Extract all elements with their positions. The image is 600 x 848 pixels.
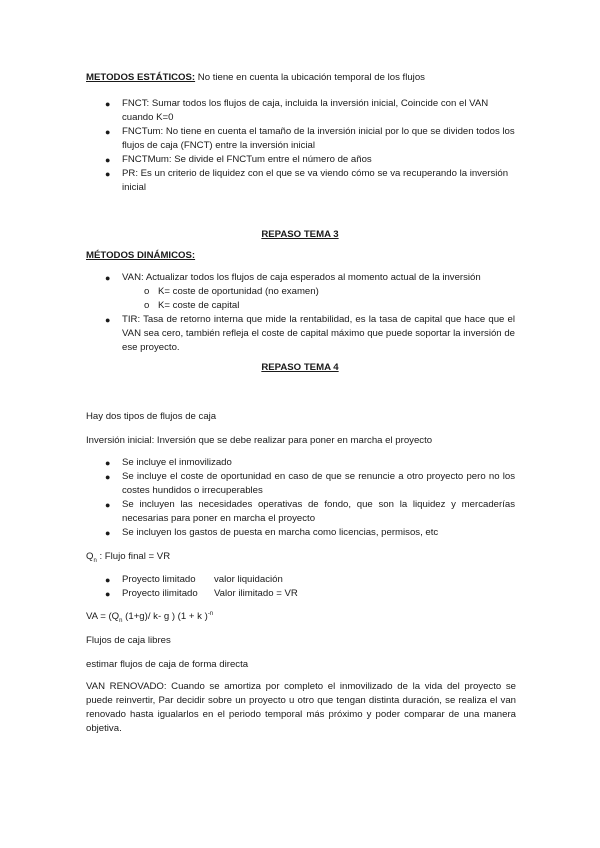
bullet-icon: ● [105,273,111,283]
dinamicos-list [105,271,515,355]
estimar-text: estimar flujos de caja de forma directa [86,659,249,670]
flujo-final-line: $Q_n$ : Flujo final = VR [86,551,171,564]
circle-bullet-icon: o [144,300,150,311]
bullet-icon: ● [105,472,111,482]
list-item: ● Se incluye el coste de oportunidad en caso de que se renuncie a otro proyecto pero no los costes hundidos o irrecuperables [105,471,515,496]
dinamicos-heading: MÉTODOS DINÁMICOS: [86,250,196,261]
list-item: ● Proyecto limitado valor liquidación [105,574,283,585]
tema4-title: REPASO TEMA 4 [261,362,339,373]
estaticos-heading: METODOS ESTÁTICOS: [86,72,196,83]
bullet-icon: ● [105,155,111,165]
list-item: ● Se incluyen las necesidades operativas de fondo, que son la liquidez y mercaderías necesarias para poner en marcha el proyecto [105,499,515,524]
list-item: ● TIR: Tasa de retorno interna que mide la rentabilidad, es la tasa de capital que hace que el VAN sea cero, también refleja el coste de capital máximo que puede soportar la inversión de ese proyecto. [105,314,515,353]
list-item: ● Proyecto ilimitado Valor ilimitado = VR [105,588,298,599]
list-item: ● Se incluye el inmovilizado [105,457,232,468]
sub-item: o K= coste de capital [144,300,240,311]
list-item: ● FNCTum: No tiene en cuenta el tamaño de la inversión inicial por lo que se dividen todos los flujos de caja (FNCT) entre la inversión inicial [105,126,515,151]
van-renovado-paragraph: VAN RENOVADO: Cuando se amortiza por completo el inmovilizado de la vida del proyecto se puede reinvertir, Par decidir sobre un proyecto u otro que tengan distinta duración, se realiza el van renovado hasta igualarlos en el periodo temporal más próximo y poder comparar de una manera objetiva. [86,681,516,734]
proyectos-list [105,573,515,601]
bullet-icon: ● [105,575,111,585]
inversion-text: Inversión inicial: Inversión que se debe realizar para poner en marcha el proyecto [86,435,433,446]
circle-bullet-icon: o [144,286,150,297]
tipos-text: Hay dos tipos de flujos de caja [86,411,217,422]
estaticos-line [86,71,516,85]
tema3-title: REPASO TEMA 3 [261,229,339,240]
list-item: ● FNCTMum: Se divide el FNCTum entre el número de años [105,154,372,165]
flujos-libres-text: Flujos de caja libres [86,635,171,646]
va-formula: VA = ($Q_n$ (1+g)/ k- g ) (1 + k )$^{-n}$ [86,610,214,624]
bullet-icon: ● [105,169,111,179]
bullet-icon: ● [105,500,111,510]
sub-item: o K= coste de oportunidad (no examen) [144,286,319,297]
bullet-icon: ● [105,458,111,468]
list-item: ● Se incluyen los gastos de puesta en marcha como licencias, permisos, etc [105,527,439,538]
list-item: ● VAN: Actualizar todos los flujos de caja esperados al momento actual de la inversión [105,272,481,283]
bullet-icon: ● [105,315,111,325]
list-item: ● PR: Es un criterio de liquidez con el que se va viendo cómo se va recuperando la inversión inicial [105,168,509,193]
bullet-icon: ● [105,127,111,137]
bullet-icon: ● [105,589,111,599]
list-item: ● FNCT: Sumar todos los flujos de caja, incluida la inversión inicial, Coincide con el VAN cuando K=0 [105,98,489,123]
bullet-icon: ● [105,528,111,538]
sub-list [122,285,515,313]
estaticos-list [105,97,515,195]
inversion-list [105,456,515,540]
bullet-icon: ● [105,99,111,109]
estaticos-intro: No tiene en cuenta la ubicación temporal de los flujos [195,72,425,83]
